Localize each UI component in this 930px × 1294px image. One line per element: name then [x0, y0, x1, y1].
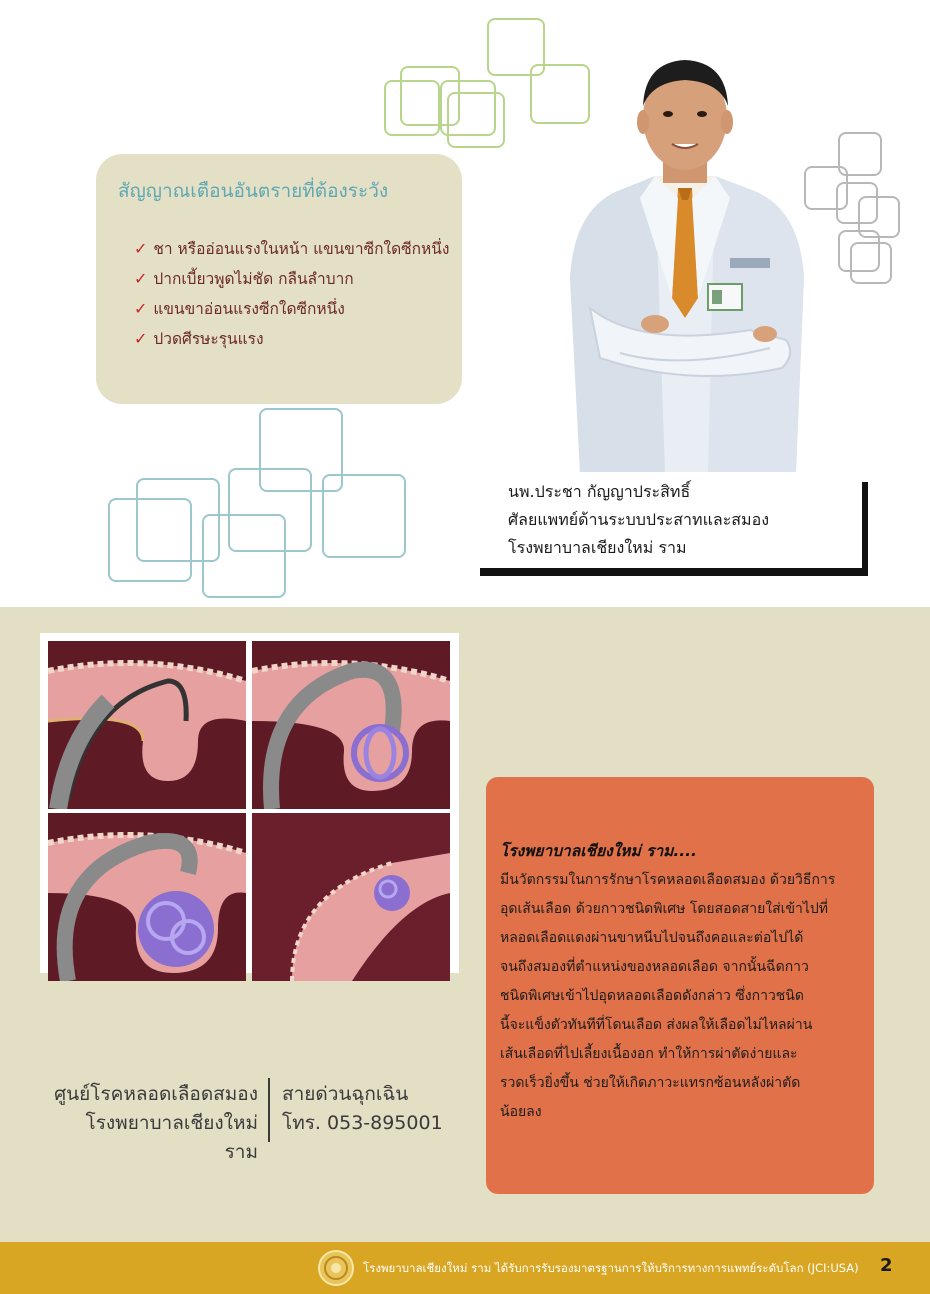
doctor-hospital: โรงพยาบาลเชียงใหม่ ราม — [508, 538, 687, 557]
info-body: มีนวัตกรรมในการรักษาโรคหลอดเลือดสมอง ด้วยวิธีการ อุดเส้นเลือด ด้วยกาวชนิดพิเศษ โดยสอดสายใส่เข้าไปที่ หลอดเลือดแดงผ่านขาหนีบไปจนถึงคอและต่อไปได้ จนถึงสมองที่ตำแหน่งของหลอดเลือด จากนั้นฉีดกาว ชนิดพิเศษเข้าไปอุดหลอดเลือดดังกล่าว ซึ่งกาวชนิด นี้จะแข็งตัวทันทีที่โดนเลือด ส่งผลให้เลือดไม่ไหลผ่าน เส้นเลือดที่ไปเลี้ยงเนื้องอก ทำให้การผ่าตัดง่ายและ รวดเร็วยิ่งขึ้น ช่วยให้เกิดภาวะแทรกซ้อนหลังผ่าตัด น้อยลง — [500, 872, 836, 1120]
doctor-photo — [560, 48, 810, 473]
center-name: ศูนย์โรคหลอดเลือดสมอง — [54, 1083, 258, 1105]
decor-square — [447, 92, 505, 148]
procedure-panel-4 — [252, 813, 450, 981]
contact-hotline — [282, 1080, 443, 1138]
center-hospital: โรงพยาบาลเชียงใหม่ ราม — [85, 1112, 258, 1163]
procedure-panel-1 — [48, 641, 246, 809]
warning-item: ✓ ปวดศีรษะรุนแรง — [134, 329, 264, 348]
check-icon: ✓ — [134, 269, 148, 288]
procedure-figure — [40, 633, 459, 973]
contact-center — [48, 1080, 258, 1167]
warning-item: ✓ ชา หรืออ่อนแรงในหน้า แขนขาซีกใดซีกหนึ่ง — [134, 239, 450, 258]
hotline-label: สายด่วนฉุกเฉิน — [282, 1083, 409, 1105]
warning-item: ✓ แขนขาอ่อนแรงซีกใดซีกหนึ่ง — [134, 299, 345, 318]
doctor-title: ศัลยแพทย์ด้านระบบประสาทและสมอง — [508, 510, 770, 529]
check-icon: ✓ — [134, 299, 148, 318]
procedure-panel-3 — [48, 813, 246, 981]
decor-square — [202, 514, 286, 598]
decor-square — [322, 474, 406, 558]
hotline-phone[interactable]: โทร. 053-895001 — [282, 1112, 443, 1134]
decor-square — [384, 80, 440, 136]
contact-divider — [268, 1078, 270, 1142]
procedure-panel-2 — [252, 641, 450, 809]
check-icon: ✓ — [134, 239, 148, 258]
check-icon: ✓ — [134, 329, 148, 348]
page-number: 2 — [880, 1255, 893, 1276]
warning-title: สัญญาณเตือนอันตรายที่ต้องระวัง — [118, 180, 389, 202]
footer-text: โรงพยาบาลเชียงใหม่ ราม ได้รับการรับรองมาตรฐานการให้บริการทางการแพทย์ระดับโลก (JCI:USA) — [363, 1261, 859, 1275]
seal-icon — [318, 1250, 354, 1286]
doctor-name: นพ.ประชา กัญญาประสิทธิ์ — [508, 482, 691, 501]
doctor-card — [476, 472, 868, 576]
decor-square — [108, 498, 192, 582]
decor-square — [850, 242, 892, 284]
warning-item: ✓ ปากเบี้ยวพูดไม่ชัด กลืนลำบาก — [134, 269, 354, 288]
info-title: โรงพยาบาลเชียงใหม่ ราม.... — [500, 842, 697, 860]
